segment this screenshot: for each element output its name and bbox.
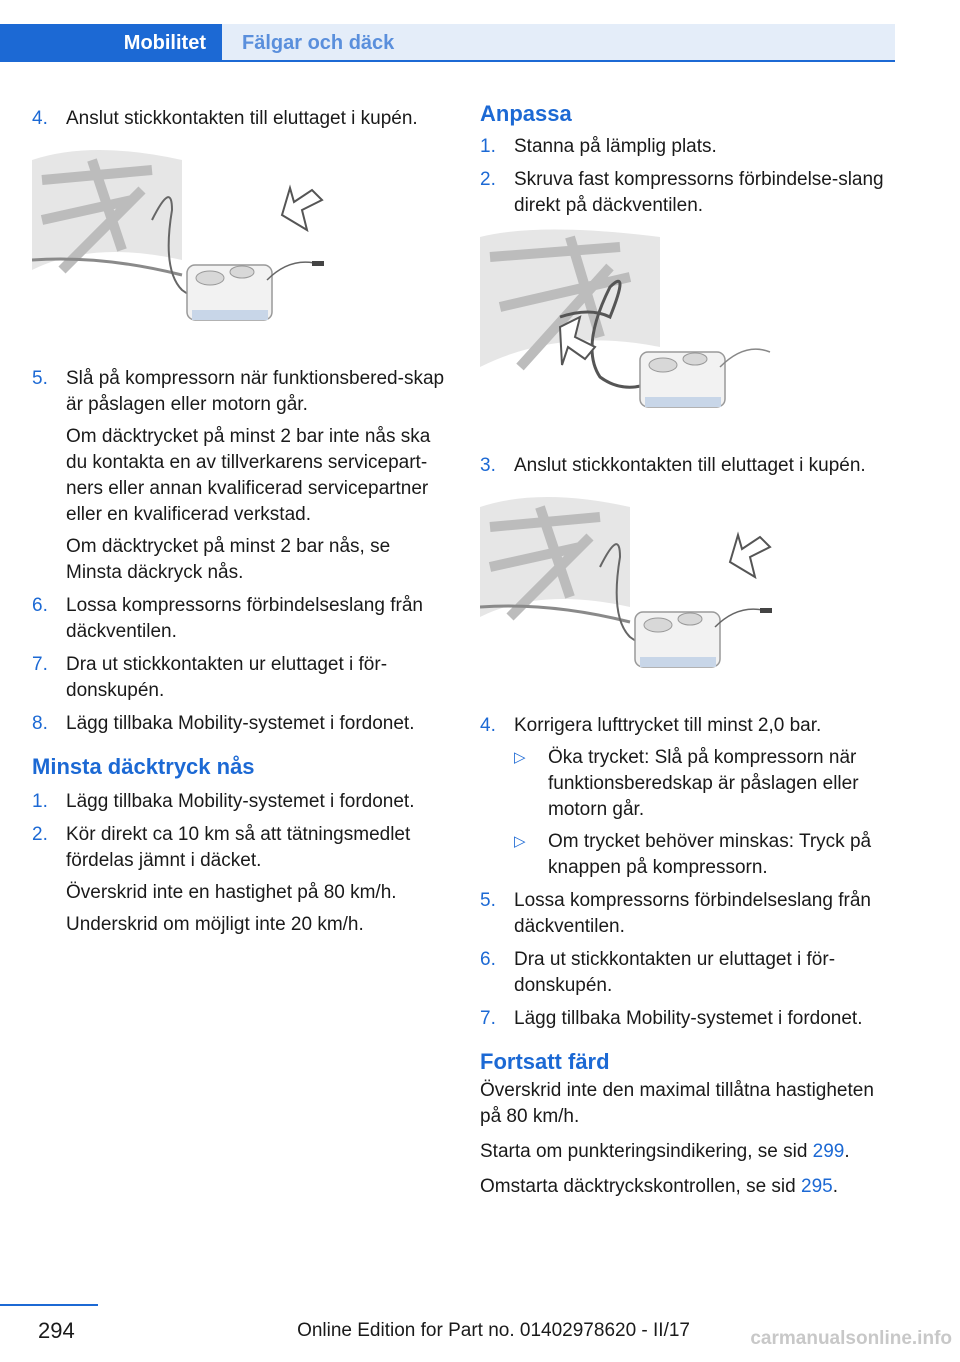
page-link-299[interactable]: 299 xyxy=(812,1141,845,1162)
step-text: Skruva fast kompressorns förbindelse‐slang direkt på däckventilen. xyxy=(514,169,884,216)
step-item xyxy=(480,947,900,999)
period: . xyxy=(832,1176,838,1197)
step-item xyxy=(32,593,450,645)
step-note: Om däcktrycket på minst 2 bar nås, se Minsta däckryck nås. xyxy=(66,536,391,583)
section-title-anpassa: Anpassa xyxy=(480,101,572,126)
hose-on-valve-illustration xyxy=(480,227,780,427)
step-item xyxy=(480,1006,900,1032)
step-text: Anslut stickkontakten till eluttaget i kupén. xyxy=(514,455,866,476)
page-header xyxy=(0,0,895,62)
step-text: Dra ut stickkontakten ur eluttaget i för‐donskupén. xyxy=(66,654,388,701)
footer-rule xyxy=(0,1304,98,1306)
compressor-connected-illustration xyxy=(32,140,332,340)
tab-mobilitet[interactable]: Mobilitet xyxy=(0,24,222,62)
step-item xyxy=(32,711,450,737)
sub-step xyxy=(514,745,900,823)
paragraph xyxy=(480,1174,900,1200)
step-item xyxy=(32,822,450,938)
step-text: Lägg tillbaka Mobility-systemet i fordonet. xyxy=(66,713,415,734)
step-item xyxy=(480,888,900,940)
step-number: 2. xyxy=(480,169,496,190)
section-title-minsta-dacktryck: Minsta däcktryck nås xyxy=(32,754,255,779)
section-title-fortsatt-fard: Fortsatt färd xyxy=(480,1049,610,1074)
paragraph-text: Omstarta däcktryckskontrollen, se sid xyxy=(480,1176,801,1197)
step-number: 4. xyxy=(32,108,48,129)
paragraph xyxy=(480,1139,900,1165)
step-number: 7. xyxy=(32,654,48,675)
step-text: Slå på kompressorn när funktionsbered‐skap är påslagen eller motorn går. xyxy=(66,368,445,415)
step-text: Lägg tillbaka Mobility-systemet i fordonet. xyxy=(514,1008,863,1029)
step-text: Kör direkt ca 10 km så att tätningsmedlet fördelas jämnt i däcket. xyxy=(66,824,411,871)
step-number: 1. xyxy=(480,136,496,157)
step-item xyxy=(32,652,450,704)
triangle-bullet-icon: ▷ xyxy=(514,833,526,850)
step-number: 5. xyxy=(480,890,496,911)
step-text: Anslut stickkontakten till eluttaget i kupén. xyxy=(66,108,418,129)
step-text: Lossa kompressorns förbindelseslang från däckventilen. xyxy=(66,595,423,642)
sub-step-text: Öka trycket: Slå på kompressorn när funktionsberedskap är påslagen eller motorn går. xyxy=(548,747,859,820)
plug-in-socket-illustration xyxy=(480,487,780,687)
page-number: 294 xyxy=(38,1318,75,1343)
period: . xyxy=(844,1141,850,1162)
step-number: 6. xyxy=(32,595,48,616)
step-item xyxy=(32,789,450,815)
right-column xyxy=(480,100,900,1209)
sub-step-text: Om trycket behöver minskas: Tryck på knappen på kompressorn. xyxy=(548,831,872,878)
triangle-bullet-icon: ▷ xyxy=(514,749,526,766)
paragraph: Överskrid inte den maximal tillåtna hastigheten på 80 km/h. xyxy=(480,1080,874,1127)
step-text: Stanna på lämplig plats. xyxy=(514,136,717,157)
page-link-295[interactable]: 295 xyxy=(801,1176,833,1197)
watermark: carmanualsonline.info xyxy=(750,1328,952,1349)
edition-text: Online Edition for Part no. 01402978620 - II/17 xyxy=(297,1320,690,1341)
step-note: Underskrid om möjligt inte 20 km/h. xyxy=(66,914,364,935)
step-text: Lägg tillbaka Mobility-systemet i fordonet. xyxy=(66,791,415,812)
step-number: 2. xyxy=(32,824,48,845)
step-text: Dra ut stickkontakten ur eluttaget i för‐donskupén. xyxy=(514,949,836,996)
step-number: 8. xyxy=(32,713,48,734)
paragraph-text: Starta om punkteringsindikering, se sid xyxy=(480,1141,813,1162)
step-number: 5. xyxy=(32,368,48,389)
step-number: 3. xyxy=(480,455,496,476)
step-text: Lossa kompressorns förbindelseslang från däckventilen. xyxy=(514,890,871,937)
step-item xyxy=(32,366,450,586)
step-item xyxy=(32,106,450,132)
header-rule xyxy=(0,60,895,62)
left-column xyxy=(32,100,450,945)
step-note: Om däcktrycket på minst 2 bar inte nås ska du kontakta en av tillverkarens servicepart‐ners eller annan kvalificerad servicepartner eller en kvalificerad verkstad. xyxy=(66,426,431,525)
step-item xyxy=(480,134,900,160)
step-number: 4. xyxy=(480,715,496,736)
step-number: 1. xyxy=(32,791,48,812)
step-item xyxy=(480,453,900,479)
step-text: Korrigera lufttrycket till minst 2,0 bar. xyxy=(514,715,822,736)
step-item xyxy=(480,713,900,881)
step-number: 6. xyxy=(480,949,496,970)
tab-falgar-och-dack[interactable]: Fälgar och däck xyxy=(222,24,895,62)
step-number: 7. xyxy=(480,1008,496,1029)
sub-step xyxy=(514,829,900,881)
step-note: Överskrid inte en hastighet på 80 km/h. xyxy=(66,882,397,903)
step-item xyxy=(480,167,900,219)
